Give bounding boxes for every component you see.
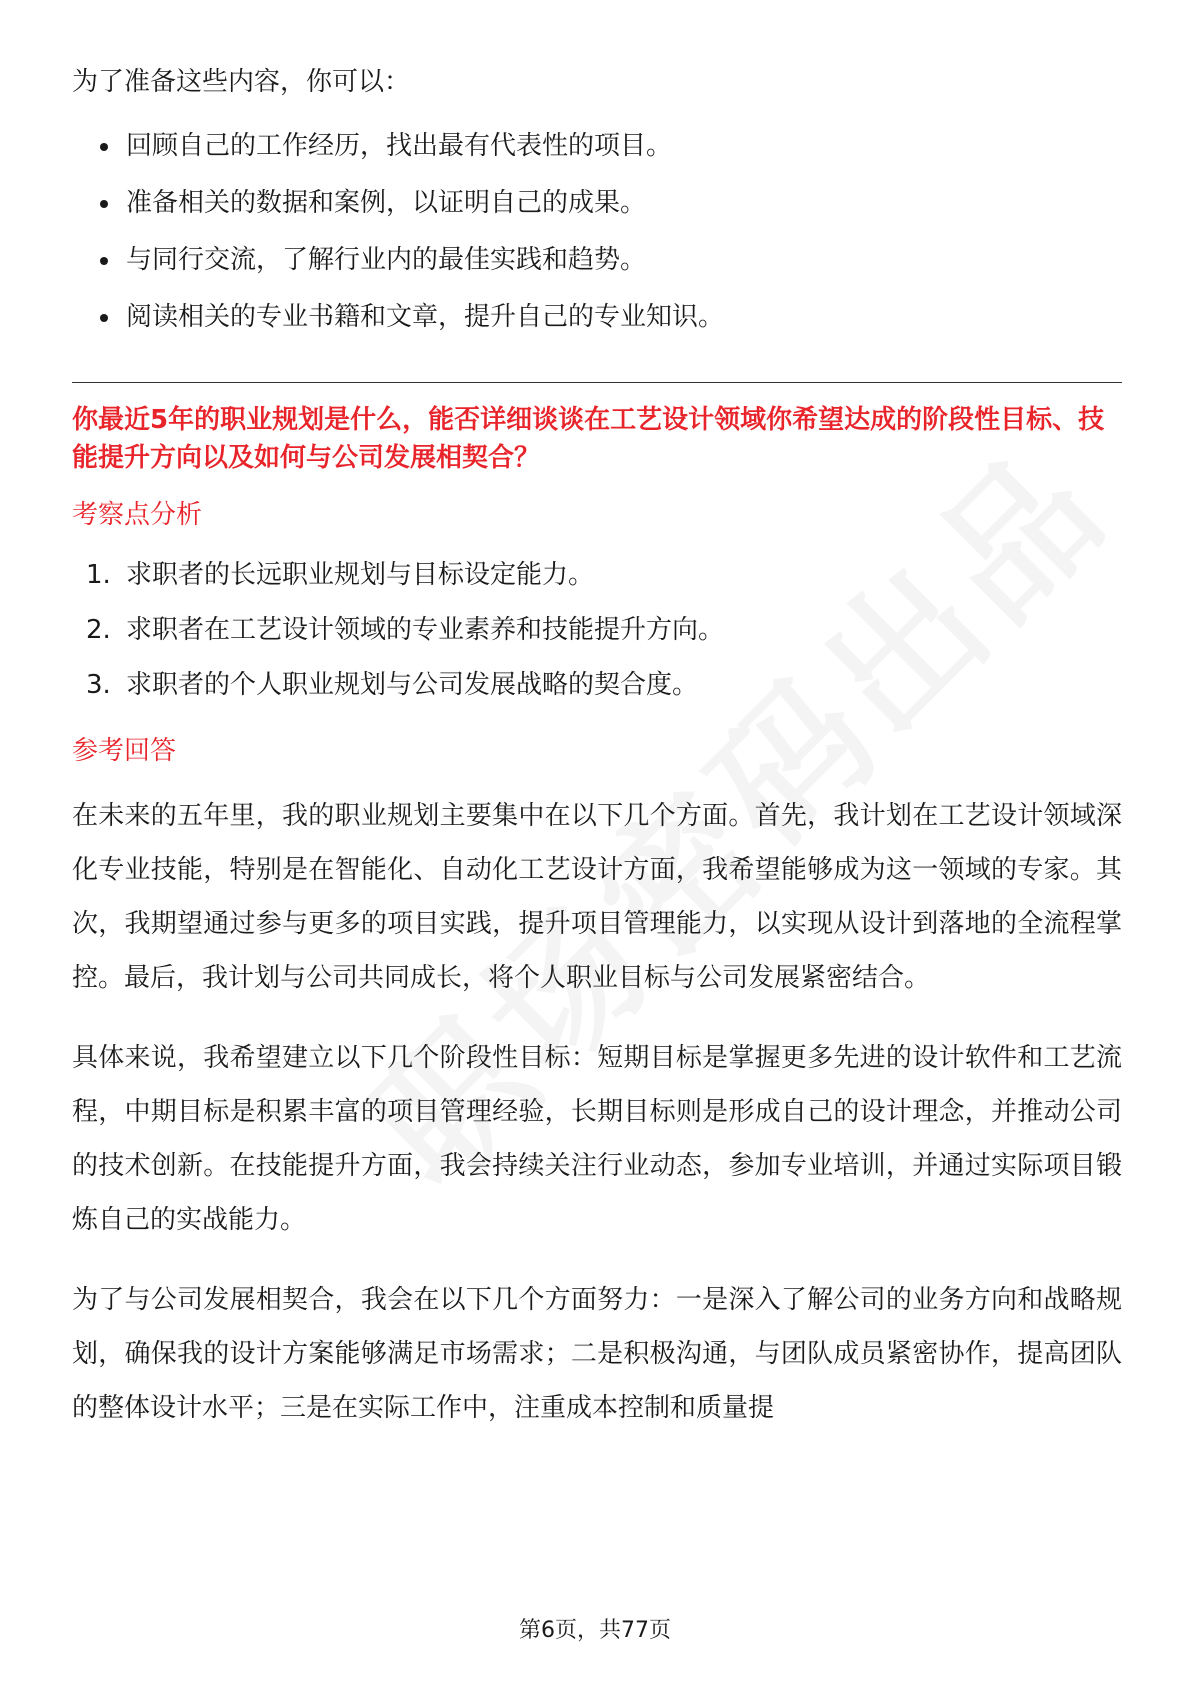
answer-heading: 参考回答 bbox=[72, 736, 177, 766]
answer-paragraph: 具体来说，我希望建立以下几个阶段性目标：短期目标是掌握更多先进的设计软件和工艺流程，中期目标是积累丰富的项目管理经验，长期目标则是形成自己的设计理念，并推动公司的技术创新。在技能提升方面，我会持续关注行业动态，参加专业培训，并通过实际项目锻炼自己的实战能力。 bbox=[72, 1043, 1122, 1235]
list-item-text: 求职者的长远职业规划与目标设定能力。 bbox=[126, 560, 595, 590]
interview-question: 你最近5年的职业规划是什么，能否详细谈谈在工艺设计领域你希望达成的阶段性目标、技能提升方向以及如何与公司发展相契合？ bbox=[72, 405, 1105, 473]
list-item bbox=[72, 555, 1122, 595]
intro-text: 为了准备这些内容，你可以： bbox=[72, 67, 411, 97]
answer-paragraph: 在未来的五年里，我的职业规划主要集中在以下几个方面。首先，我计划在工艺设计领域深化专业技能，特别是在智能化、自动化工艺设计方面，我希望能够成为这一领域的专家。其次，我期望通过参与更多的项目实践，提升项目管理能力，以实现从设计到落地的全流程掌控。最后，我计划与公司共同成长，将个人职业目标与公司发展紧密结合。 bbox=[72, 801, 1122, 993]
answer-paragraph: 为了与公司发展相契合，我会在以下几个方面努力：一是深入了解公司的业务方向和战略规划，确保我的设计方案能够满足市场需求；二是积极沟通，与团队成员紧密协作，提高团队的整体设计水平；三是在实际工作中，注重成本控制和质量提 bbox=[72, 1285, 1122, 1423]
preparation-list bbox=[72, 126, 1122, 337]
page-content bbox=[72, 62, 1122, 1461]
page-number-footer: 第6页，共77页 bbox=[519, 1618, 671, 1643]
list-item: 准备相关的数据和案例，以证明自己的成果。 bbox=[72, 183, 1122, 223]
section-divider bbox=[72, 382, 1122, 383]
list-item bbox=[72, 610, 1122, 650]
list-item bbox=[72, 665, 1122, 705]
list-item: 与同行交流，了解行业内的最佳实践和趋势。 bbox=[72, 240, 1122, 280]
list-item-number: 3. bbox=[86, 670, 111, 700]
list-item-text: 求职者在工艺设计领域的专业素养和技能提升方向。 bbox=[126, 615, 725, 645]
list-item-number: 2. bbox=[86, 615, 111, 645]
list-item: 回顾自己的工作经历，找出最有代表性的项目。 bbox=[72, 126, 1122, 166]
list-item-number: 1. bbox=[86, 560, 111, 590]
list-item: 阅读相关的专业书籍和文章，提升自己的专业知识。 bbox=[72, 297, 1122, 337]
list-item-text: 求职者的个人职业规划与公司发展战略的契合度。 bbox=[126, 670, 699, 700]
analysis-heading: 考察点分析 bbox=[72, 500, 203, 530]
analysis-points-list bbox=[72, 555, 1122, 705]
